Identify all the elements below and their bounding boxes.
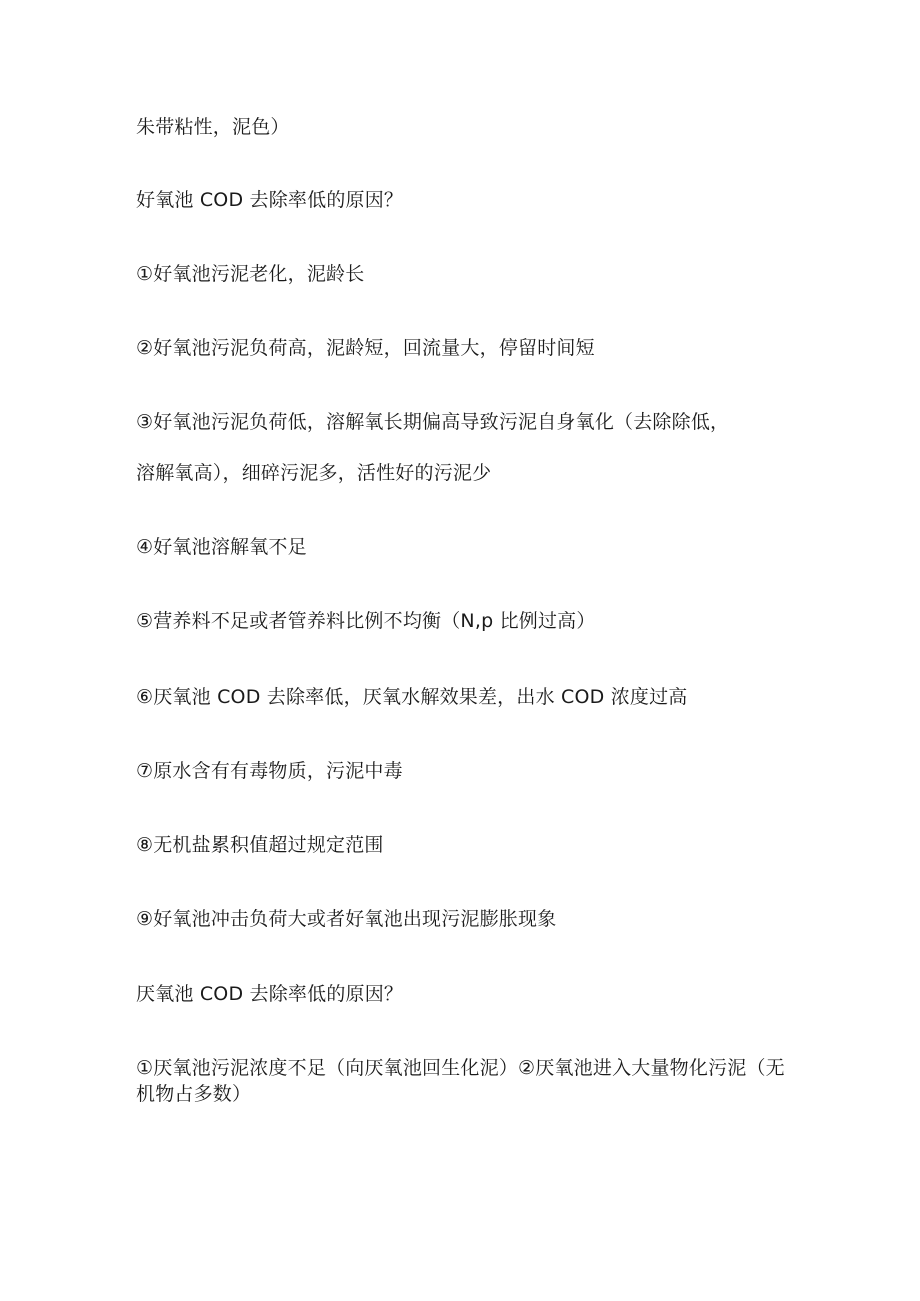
list-item-aerobic-5: ⑤营养料不足或者管养料比例不均衡（N,p 比例过高）	[136, 610, 596, 632]
list-item-aerobic-9: ⑨好氧池冲击负荷大或者好氧池出现污泥膨胀现象	[136, 908, 557, 930]
list-item-aerobic-3-continued: 溶解氧高），细碎污泥多，活性好的污泥少	[136, 462, 492, 484]
section-heading-aerobic: 好氧池 COD 去除率低的原因？	[136, 189, 404, 211]
section-heading-anaerobic: 厌氧池 COD 去除率低的原因？	[136, 983, 404, 1005]
list-item-aerobic-7: ⑦原水含有有毒物质，污泥中毒	[136, 760, 403, 782]
list-item-aerobic-3: ③好氧池污泥负荷低，溶解氧长期偏高导致污泥自身氧化（去除除低，	[136, 411, 730, 433]
list-item-aerobic-4: ④好氧池溶解氧不足	[136, 536, 307, 558]
text-line-1: 朱带粘性，泥色）	[136, 116, 290, 138]
list-item-aerobic-6: ⑥厌氧池 COD 去除率低，厌氧水解效果差，出水 COD 浓度过高	[136, 686, 688, 708]
list-item-anaerobic-1-2: ①厌氧池污泥浓度不足（向厌氧池回生化泥）②厌氧池进入大量物化污泥（无机物占多数）	[136, 1057, 785, 1105]
list-item-aerobic-1: ①好氧池污泥老化，泥龄长	[136, 263, 365, 285]
list-item-aerobic-2: ②好氧池污泥负荷高，泥龄短，回流量大，停留时间短	[136, 337, 595, 359]
list-item-aerobic-8: ⑧无机盐累积值超过规定范围	[136, 834, 384, 856]
